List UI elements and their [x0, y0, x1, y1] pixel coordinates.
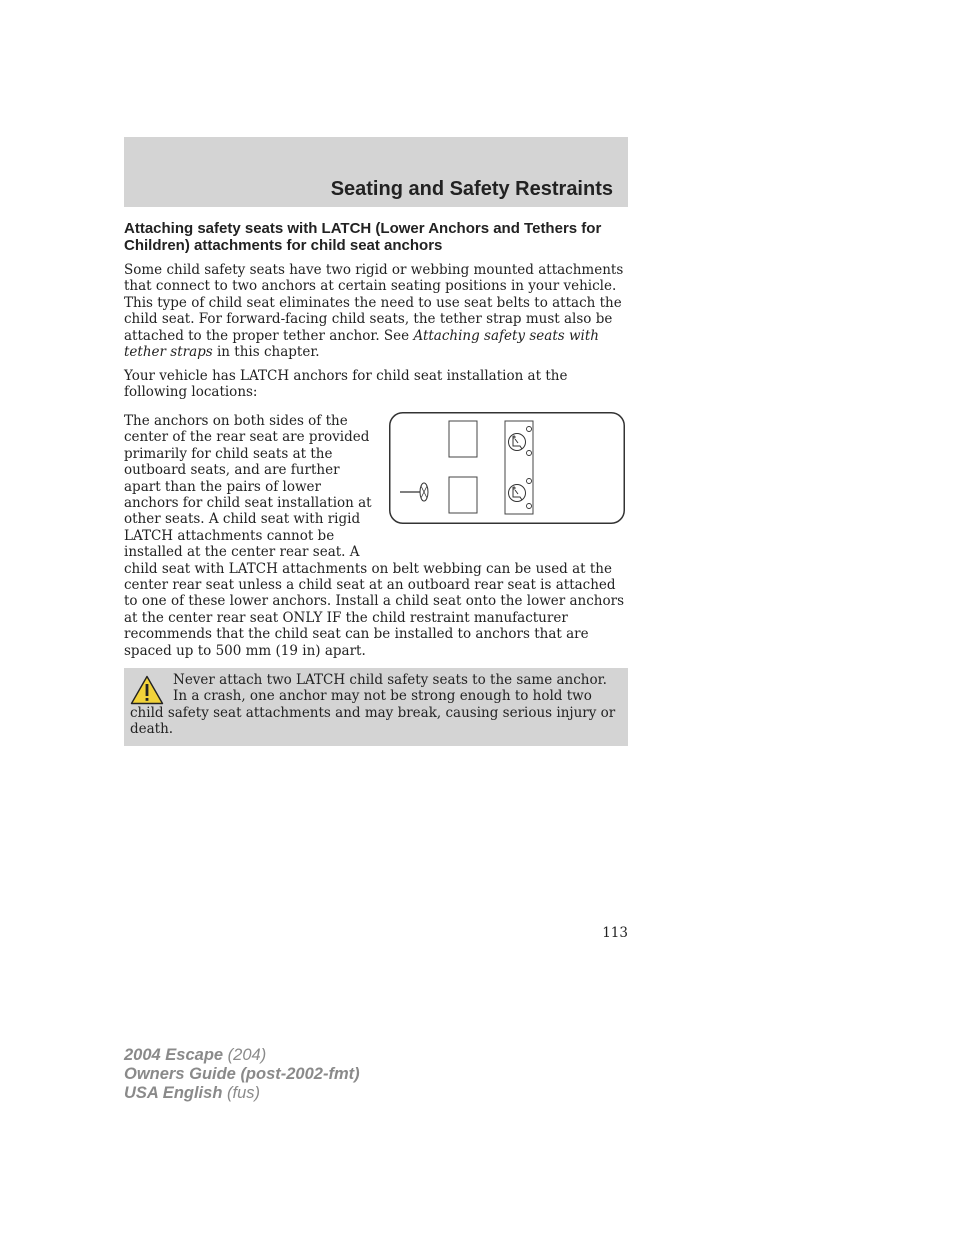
anchors-line: center of the rear seat are provided — [124, 429, 370, 446]
anchors-line: anchors for child seat installation at — [124, 495, 372, 512]
intro-line-6 — [124, 344, 630, 360]
section-heading-line-1: Attaching safety seats with LATCH (Lower Anchors and Tethers for — [124, 220, 602, 237]
footer-line-1 — [124, 1046, 360, 1065]
anchors-line: LATCH attachments cannot be — [124, 527, 335, 544]
child-seat-symbol-icon — [509, 485, 526, 502]
anchors-line: spaced up to 500 mm (19 in) apart. — [124, 642, 366, 659]
warning-box — [124, 668, 628, 746]
locations-line-1: Your vehicle has LATCH anchors for child seat installation at the — [124, 368, 568, 384]
anchors-line: other seats. A child seat with rigid — [124, 511, 361, 528]
cross-reference-link-part-1: Attaching safety seats with — [413, 327, 599, 344]
lower-anchor-marker — [527, 451, 532, 456]
anchors-line: child seat with LATCH attachments on belt webbing can be used at the — [124, 560, 612, 577]
warning-line-4: death. — [130, 721, 174, 738]
cross-reference-link-part-2: tether straps — [124, 344, 213, 361]
intro-line-5 — [124, 328, 630, 344]
intro-line-2: that connect to two anchors at certain seating positions in your vehicle. — [124, 278, 617, 295]
warning-line-1: Never attach two LATCH child safety seats to the same anchor. — [173, 672, 607, 688]
footer-line-3 — [124, 1084, 360, 1103]
lower-anchor-marker — [527, 504, 532, 509]
footer-language-code: (fus) — [222, 1084, 260, 1102]
anchors-line: to one of these lower anchors. Install a child seat onto the lower anchors — [124, 593, 625, 610]
warning-text — [130, 672, 622, 738]
footer-model-code: (204) — [223, 1046, 267, 1064]
section-heading-line-2: Children) attachments for child seat anchors — [124, 236, 443, 254]
lower-anchor-marker — [527, 479, 532, 484]
front-seat-left — [449, 421, 477, 457]
anchors-line: installed at the center rear seat. A — [124, 544, 360, 561]
footer-language: USA English — [124, 1084, 223, 1102]
anchors-line: outboard seats, and are further — [124, 462, 340, 479]
anchors-line: The anchors on both sides of the — [124, 413, 348, 429]
warning-line-3: child safety seat attachments and may break, causing serious injury or — [130, 704, 616, 721]
chapter-title: Seating and Safety Restraints — [330, 178, 613, 200]
locations-line-2: following locations: — [124, 384, 258, 401]
section-heading — [124, 221, 634, 254]
intro-paragraph — [124, 262, 630, 360]
child-seat-symbol-icon — [509, 434, 526, 451]
lower-anchor-marker — [527, 427, 532, 432]
anchors-line: primarily for child seats at the — [124, 445, 333, 462]
anchors-line: recommends that the child seat can be installed to anchors that are — [124, 626, 589, 643]
page-number: 113 — [602, 925, 628, 941]
locations-paragraph — [124, 368, 630, 401]
anchors-line: apart than the pairs of lower — [124, 478, 322, 495]
document-footer — [124, 1046, 360, 1103]
intro-line-4: child seat. For forward-facing child seats, the tether strap must also be — [124, 311, 613, 328]
footer-line-2 — [124, 1065, 360, 1084]
anchors-line: center rear seat unless a child seat at an outboard rear seat is attached — [124, 577, 616, 594]
front-seat-right — [449, 477, 477, 513]
anchors-line: at the center rear seat ONLY IF the child restraint manufacturer — [124, 609, 568, 626]
intro-line-3: This type of child seat eliminates the need to use seat belts to attach the — [124, 294, 622, 311]
warning-line-2: In a crash, one anchor may not be strong enough to hold two — [173, 688, 592, 705]
chapter-header-band — [124, 137, 628, 207]
footer-model: 2004 Escape — [124, 1046, 224, 1064]
intro-line-1: Some child safety seats have two rigid or webbing mounted attachments — [124, 262, 624, 278]
intro-line-6-text: in this chapter. — [212, 344, 320, 361]
intro-line-5-text: attached to the proper tether anchor. See — [124, 327, 414, 344]
footer-guide: Owners Guide (post-2002-fmt) — [124, 1065, 360, 1083]
latch-anchor-locations-diagram — [389, 412, 625, 524]
